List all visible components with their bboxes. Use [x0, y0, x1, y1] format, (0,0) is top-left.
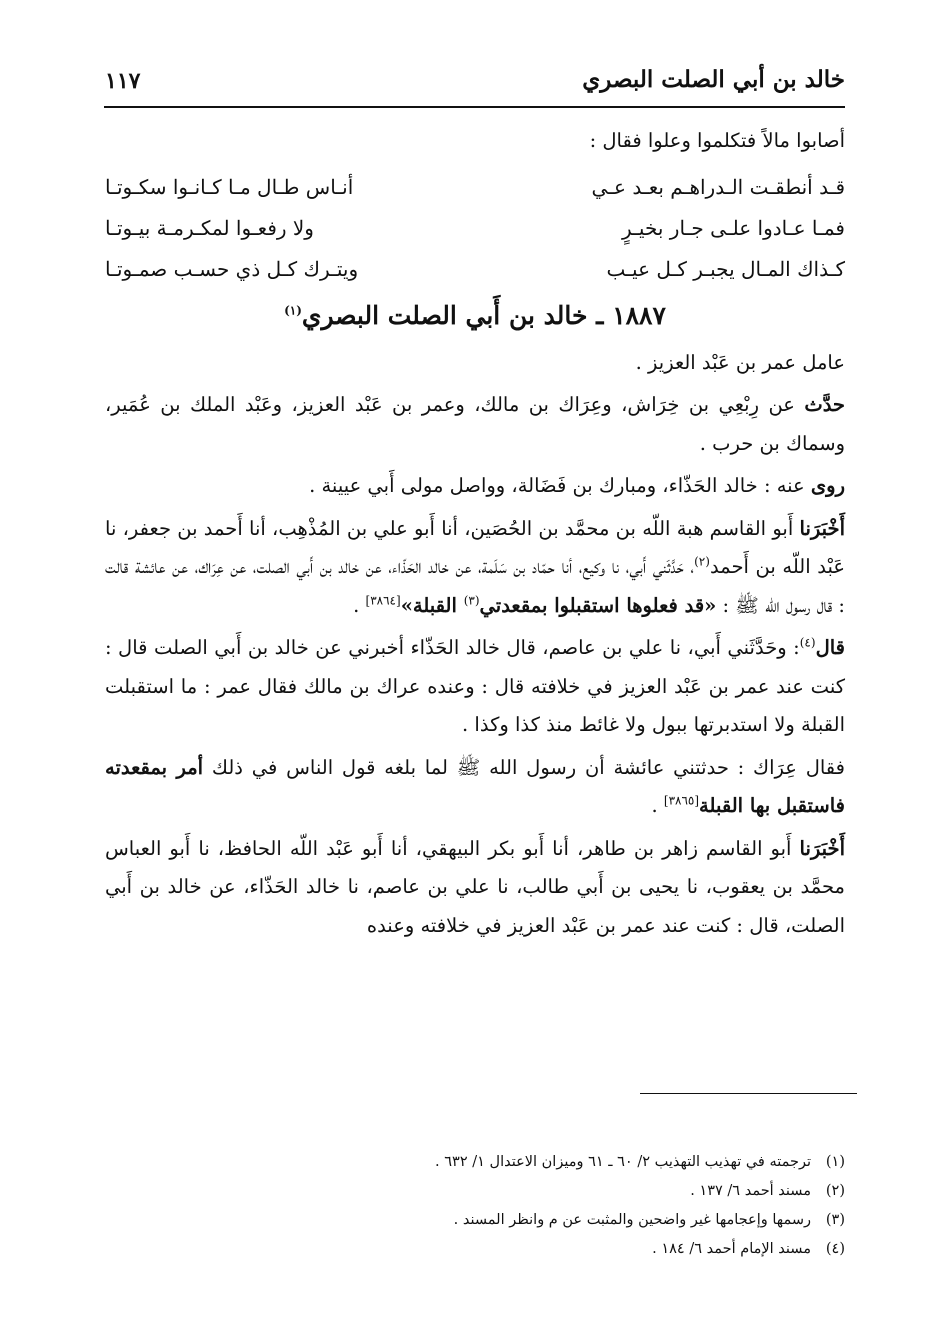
footnote-text: مسند أحمد ٦/ ١٣٧ . [690, 1183, 811, 1199]
footnote-marker: (١) [284, 303, 302, 318]
footnote-marker: (٣) [463, 593, 480, 607]
lead-word: روى [810, 474, 845, 497]
page-header [105, 62, 845, 106]
lead-word: حدَّث [804, 393, 845, 416]
paragraph-text: عن رِبْعِي بن خِرَاش، وعِرَاك بن مالك، وعمر بن عَبْد العزيز، وعَبْد الملك بن عُمَير، وسماك بن حرب . [105, 393, 845, 455]
lead-word: قال [815, 636, 845, 659]
paragraph-text: . [651, 794, 664, 817]
hadith-text: القبلة» [400, 593, 464, 617]
footnote-rule [640, 1093, 857, 1094]
verse-line [105, 249, 845, 290]
footnote-marker: (٤) [799, 635, 816, 650]
paragraph-text: عنه : خالد الحَذّاء، ومبارك بن فَضَالة، وواصل مولى أَبي عيينة . [309, 474, 811, 497]
main-text [105, 122, 845, 945]
reference-number: [٣٨٦٥] [663, 793, 700, 808]
verse-first-hemistich: كـذاك المـال يجبـر كـل عيـب [606, 257, 845, 281]
lead-word: أَخْبَرَنا [799, 836, 845, 860]
hadith-text: أمر بمقعدته فاستقبل بها القبلة [105, 755, 845, 817]
paragraph-text: فقال عِرَاك : حدثتني عائشة أن رسول الله ﷺ لما بلغه قول الناس في ذلك [203, 755, 845, 779]
isnad-paragraph [105, 830, 845, 946]
footnote [105, 1148, 845, 1177]
intro-line: أصابوا مالاً فتكلموا وعلوا فقال : [589, 129, 845, 152]
verse-second-hemistich: أنـاس طـال مـا كـانـوا سكـوتـا [105, 175, 354, 199]
entry-title-text: ١٨٨٧ ـ خالد بن أَبي الصلت البصري [301, 300, 666, 330]
verse-first-hemistich: فمـا عـادوا علـى جـار بخيـرٍ [622, 216, 845, 240]
footnotes [105, 1148, 845, 1264]
paragraph-text: أَبو القاسم زاهر بن طاهر، أنا أَبو بكر البيهقي، أنا أَبو عَبْد اللّه الحافظ، نا أَبو العباس محمَّد بن يعقوب، نا يحيى بن أَبي طالب، نا علي بن عاصم، نا خالد الحَذّاء، عن خالد بن أَبي الصلت، قال : كنت عند عمر بن عَبْد العزيز في خلافته وعنده [105, 836, 845, 937]
entry-title [105, 296, 845, 336]
paragraph-text: : وحَدَّثَني أَبي، نا علي بن عاصم، قال خالد الحَذّاء أخبرني عن خالد بن أَبي الصلت قال : كنت عند عمر بن عَبْد العزيز في خلافته قال : وعنده عراك بن مالك فقال عمر : ما استقبلت القبلة ولا استدبرتها ببول ولا غائط منذ كذا وكذا . [105, 636, 845, 736]
verse-second-hemistich: ويتـرك كـل ذي حسـب صمـوتـا [105, 257, 359, 281]
footnote-text: رسمها وإعجامها غير واضحين والمثبت عن م وانظر المسند . [453, 1212, 811, 1228]
qal-paragraph [105, 629, 845, 745]
footnote [105, 1235, 845, 1264]
verse-first-hemistich: قـد أنطقـت الـدراهـم بعـد عـي [591, 175, 845, 199]
page-number: ١١٧ [105, 68, 141, 94]
running-title: خالد بن أبي الصلت البصري [582, 66, 845, 93]
footnote-number: (١) [825, 1154, 845, 1170]
verse-second-hemistich: ولا رفعـوا لمكـرمـة بيـوتـا [105, 216, 314, 240]
lead-word: أَخْبَرَنا [799, 516, 845, 540]
footnote-number: (٣) [825, 1212, 845, 1228]
footnote-marker: (٢) [694, 554, 710, 569]
hadith-text: «قد فعلوها استقبلوا بمقعدتي [479, 593, 717, 617]
header-rule [104, 106, 845, 108]
verse-line [105, 208, 845, 249]
narrated-from-paragraph [105, 386, 845, 463]
irak-paragraph [105, 749, 845, 826]
footnote-number: (٤) [825, 1241, 845, 1257]
isnad-paragraph [105, 510, 845, 626]
footnote-number: (٢) [825, 1183, 845, 1199]
paragraph-text: . [353, 593, 366, 617]
footnote-text: ترجمته في تهذيب التهذيب ٢/ ٦٠ ـ ٦١ وميزان الاعتدال ١/ ٦٣٢ . [435, 1154, 811, 1170]
footnote [105, 1177, 845, 1206]
paragraph-text: أَبو القاسم هبة اللّه بن محمَّد بن الحُصَين، أنا أَبو علي بن المُذْهِب، أنا أَحمد بن جعفر، نا عَبْد اللّه بن أَحمد [105, 516, 845, 578]
verse-line [105, 167, 845, 208]
role-paragraph: عامل عمر بن عَبْد العزيز . [635, 350, 845, 374]
footnote [105, 1206, 845, 1235]
poem [105, 167, 845, 290]
paragraph-text: ، حَدَّثَني أَبي، نا وكيع، أنا حمّاد بن سَلَمة، عن خالد الحَذّاء، عن خالد بن أَبي الصلت، عن عِرَاك، عن عائشة قالت : قال رسول الله ﷺ : [105, 555, 845, 617]
footnote-text: مسند الإمام أحمد ٦/ ١٨٤ . [652, 1241, 811, 1257]
reference-number: [٣٨٦٤] [365, 593, 401, 607]
narrators-paragraph [105, 467, 845, 506]
